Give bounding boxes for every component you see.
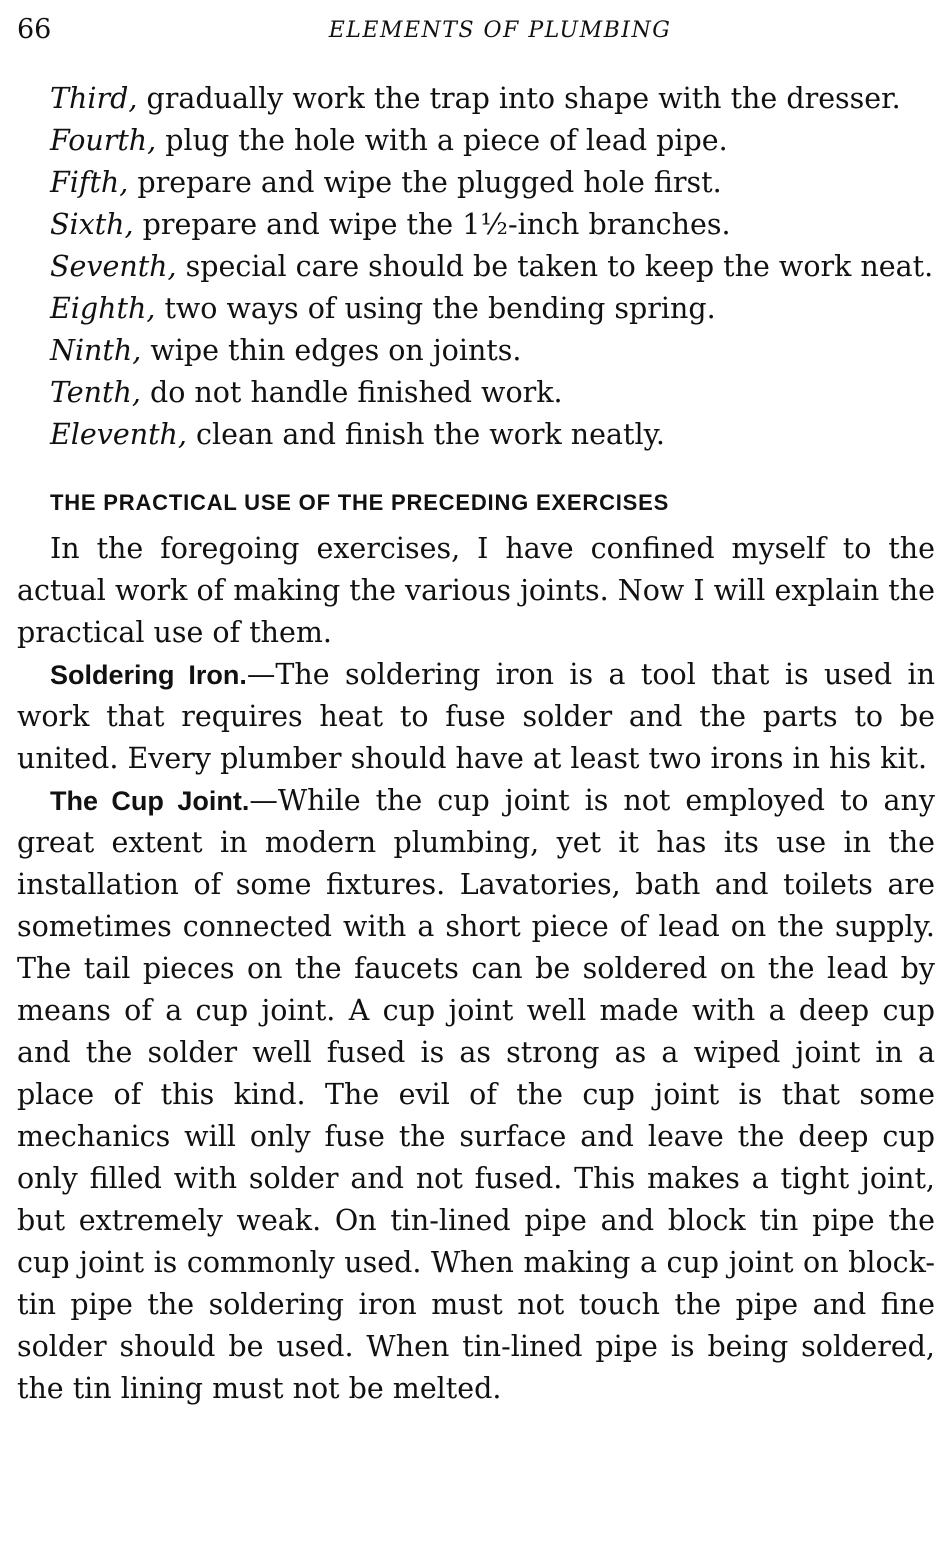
step-ordinal: Fifth, [50, 166, 129, 199]
step-text: wipe thin edges on joints. [141, 334, 522, 367]
page-number: 66 [17, 14, 52, 45]
book-page [17, 10, 935, 1410]
steps-list [17, 78, 935, 456]
running-head [17, 10, 935, 50]
cup-joint-text: —While the cup joint is not employed to any great extent in modern plumbing, yet it has its use in the installation of some fixtures. Lavatories, bath and toilets are sometimes connected with a short piece of lead on the supply. The tail pieces on the faucets can be soldered on the lead by means of a cup joint. A cup joint well made with a deep cup and the solder well fused is as strong as a wiped joint in a place of this kind. The evil of the cup joint is that some mechanics will only fuse the surface and leave the deep cup only filled with solder and not fused. This makes a tight joint, but extremely weak. On tin-lined pipe and block tin pipe the cup joint is commonly used. When making a cup joint on block-tin pipe the soldering iron must not touch the pipe and fine solder should be used. When tin-lined pipe is being soldered, the tin lining must not be melted. [17, 784, 936, 1405]
step-fifth [17, 162, 935, 204]
soldering-iron-paragraph [17, 654, 935, 780]
step-text: prepare and wipe the plugged hole first. [128, 166, 722, 199]
step-ordinal: Tenth, [50, 376, 141, 409]
step-ordinal: Seventh, [50, 250, 177, 283]
step-text: two ways of using the bending spring. [155, 292, 716, 325]
cup-joint-paragraph [17, 780, 935, 1410]
intro-paragraph: In the foregoing exercises, I have confined myself to the actual work of making the various joints. Now I will explain the practical use of them. [17, 532, 935, 649]
step-text: prepare and wipe the 1½-inch branches. [133, 208, 731, 241]
soldering-iron-title: Soldering Iron. [50, 660, 247, 690]
section-heading: THE PRACTICAL USE OF THE PRECEDING EXERCISES [50, 490, 670, 515]
step-ordinal: Sixth, [50, 208, 134, 241]
running-title: ELEMENTS OF PLUMBING [328, 18, 672, 43]
step-fourth [17, 120, 935, 162]
step-seventh [17, 246, 935, 288]
step-ordinal: Fourth, [50, 124, 157, 157]
step-text: plug the hole with a piece of lead pipe. [156, 124, 728, 157]
step-text: special care should be taken to keep the work neat. [176, 250, 934, 283]
step-ordinal: Eleventh, [50, 418, 187, 451]
step-ordinal: Eighth, [50, 292, 156, 325]
step-tenth [17, 372, 935, 414]
step-text: do not handle finished work. [140, 376, 563, 409]
step-ordinal: Ninth, [50, 334, 142, 367]
step-text: gradually work the trap into shape with the dresser. [137, 82, 901, 115]
step-eleventh [17, 414, 935, 456]
step-third [17, 78, 935, 120]
step-sixth [17, 204, 935, 246]
soldering-iron-text: —The soldering iron is a tool that is used in work that requires heat to fuse solder and the parts to be united. Every plumber should have at least two irons in his kit. [17, 658, 935, 775]
cup-joint-title: The Cup Joint. [50, 786, 250, 816]
step-text: clean and finish the work neatly. [186, 418, 665, 451]
step-eighth [17, 288, 935, 330]
step-ninth [17, 330, 935, 372]
step-ordinal: Third, [50, 82, 138, 115]
